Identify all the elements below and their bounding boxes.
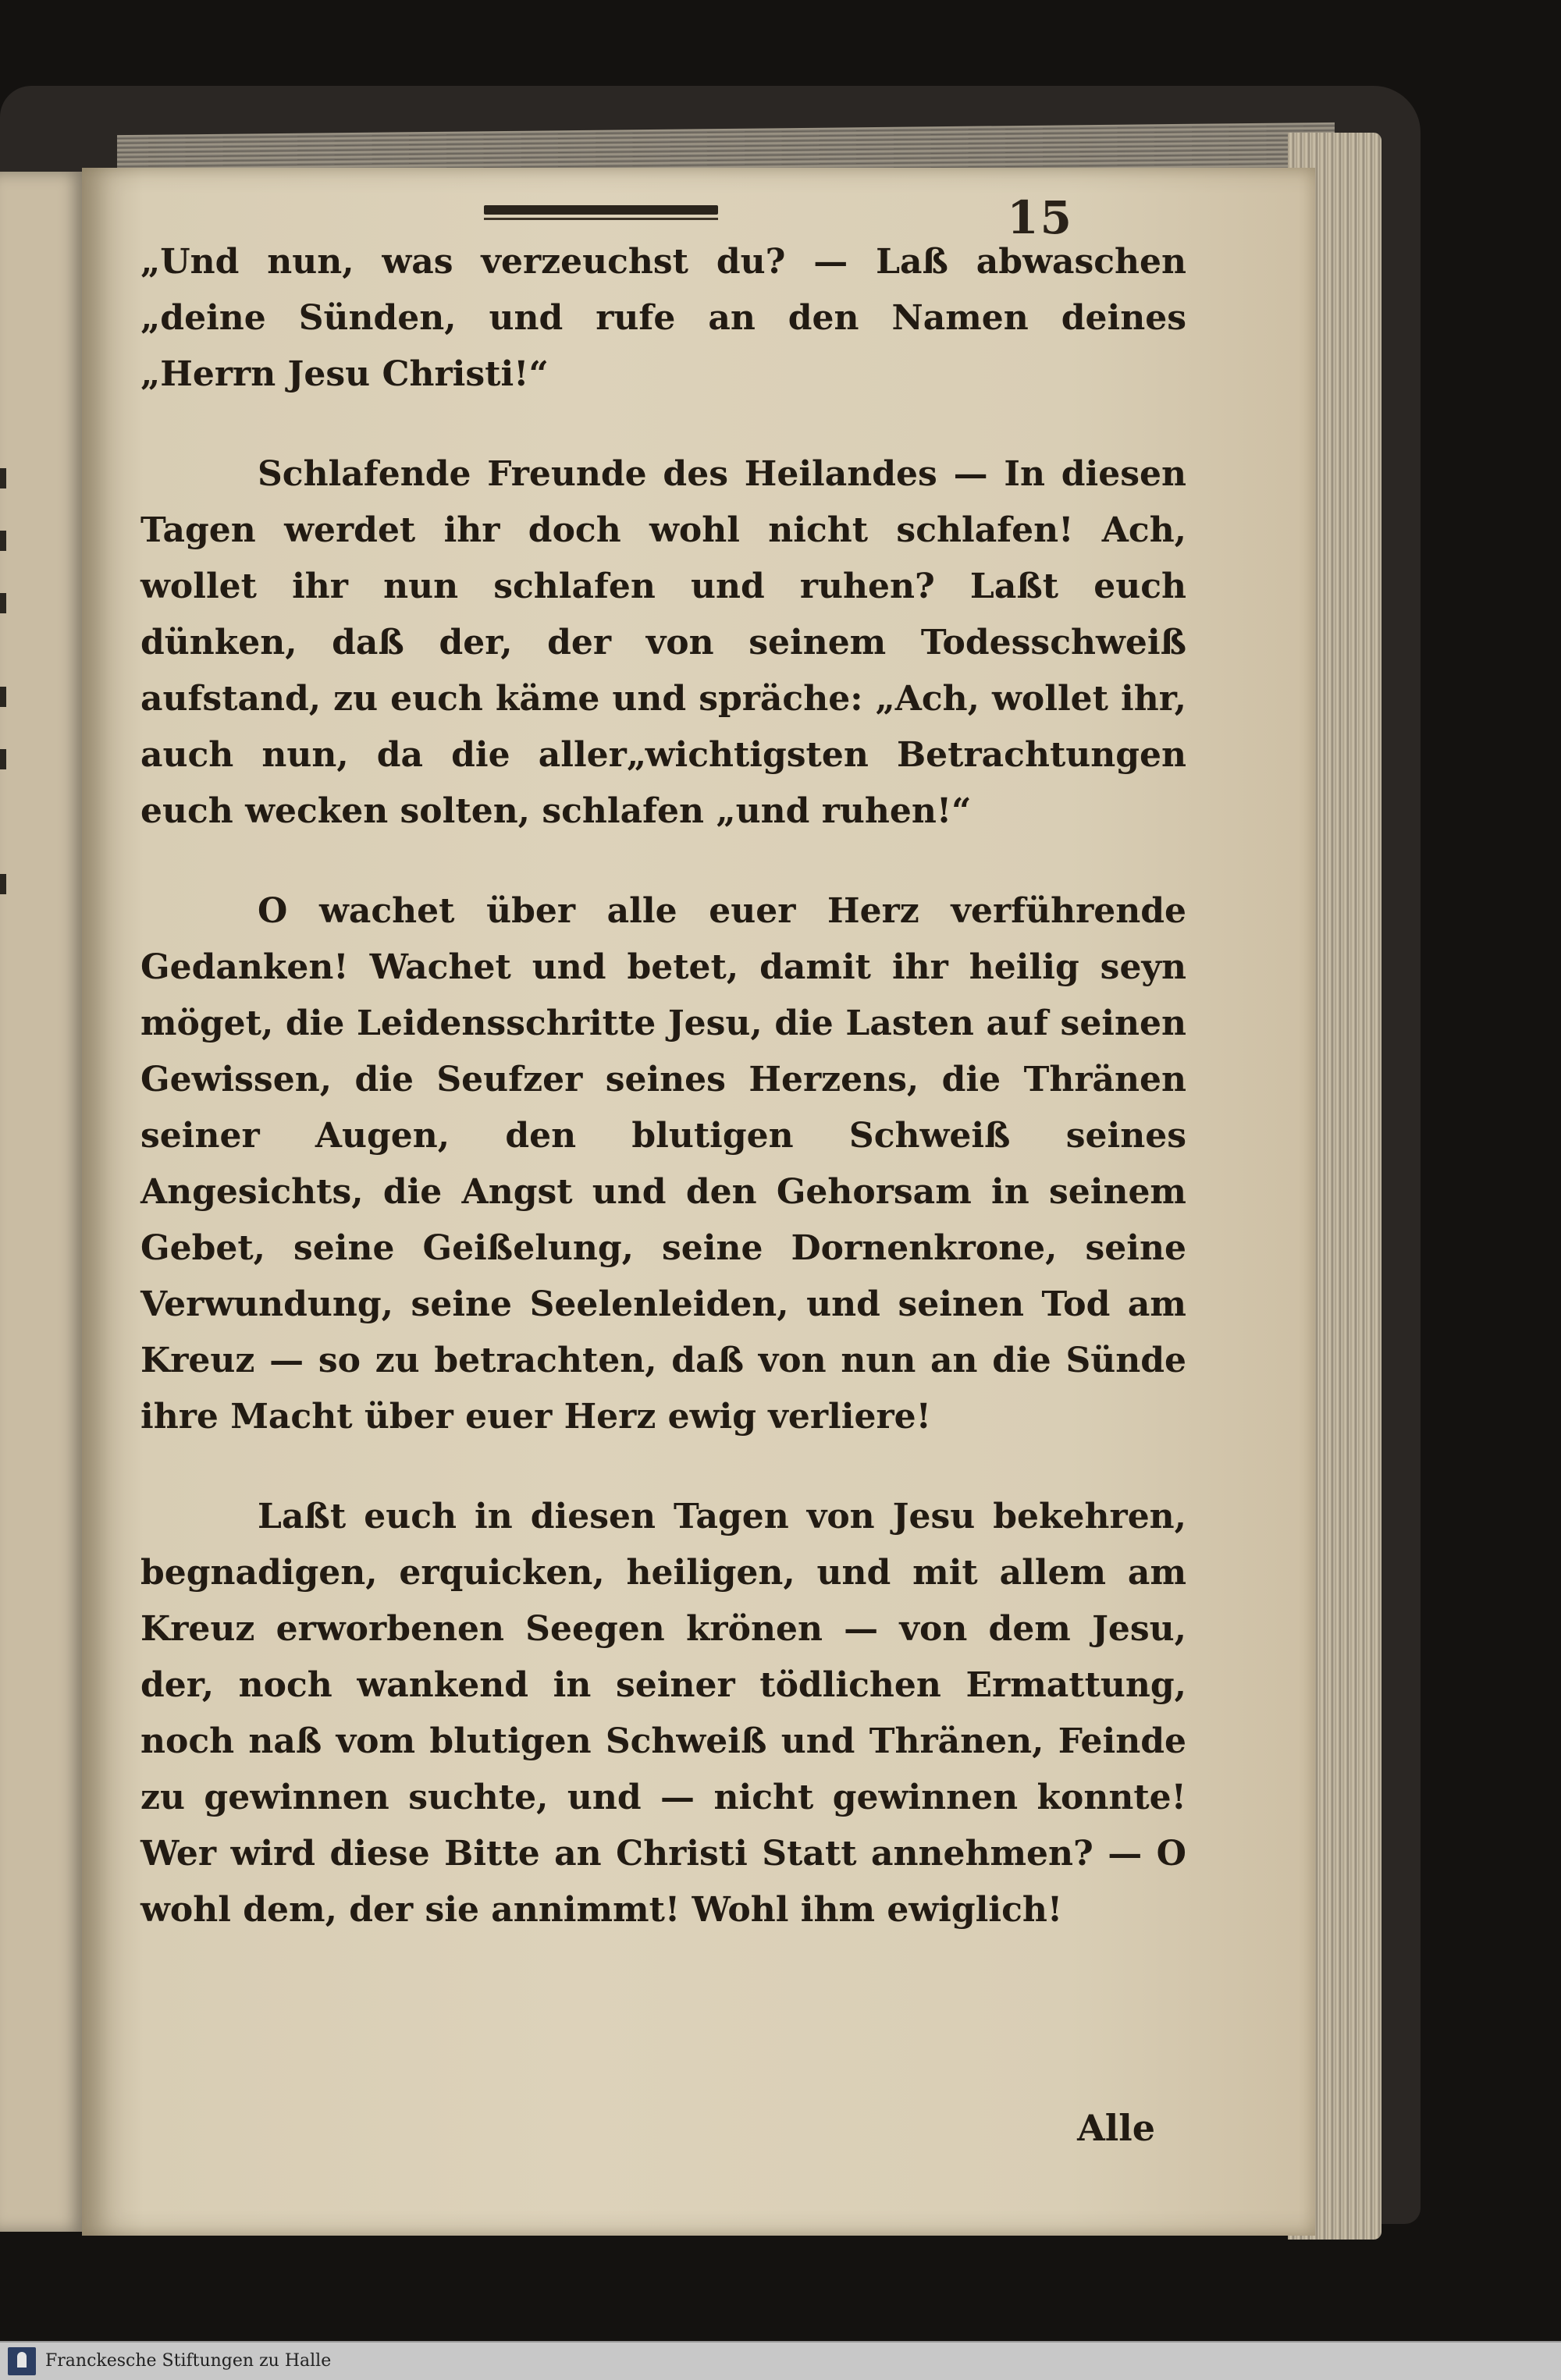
left-page-edge xyxy=(0,172,86,2232)
left-page-text-fragments xyxy=(0,172,23,2232)
paragraph-2: Schlafende Freunde des Heilandes — In diesen Tagen werdet ihr doch wohl nicht schlafen! Ach, wollet ihr nun schlafen und ruhen? Laßt euch dünken, daß der, der von seinem Todesschweiß aufstand, zu euch käme und spräche: „Ach, wollet ihr, auch nun, da die aller„wichtigsten Betrachtungen euch wecken solten, schlafen „und ruhen!“ xyxy=(140,454,1186,831)
footer-bar xyxy=(0,2341,1561,2380)
footer-institution-label: Franckesche Stiftungen zu Halle xyxy=(45,2351,332,2371)
institution-logo-icon xyxy=(8,2347,36,2375)
page-number: 15 xyxy=(1007,191,1073,244)
paragraph-4: Laßt euch in diesen Tagen von Jesu bekehren, begnadigen, erquicken, heiligen, und mit allem am Kreuz erworbenen Seegen krönen — von dem Jesu, der, noch wankend in seiner tödlichen Ermattung, noch naß vom blutigen Schweiß und Thränen, Feinde zu gewinnen suchte, und — nicht gewinnen konnte! Wer wird diese Bitte an Christi Statt annehmen? — O wohl dem, der sie annimmt! Wohl ihm ewiglich! xyxy=(140,1497,1186,1930)
paragraph-1: „Und nun, was verzeuchst du? — Laß abwaschen „deine Sünden, und rufe an den Namen deines „Herrn Jesu Christi!“ xyxy=(140,242,1186,394)
catchword: Alle xyxy=(1077,2107,1155,2149)
header-rule xyxy=(484,205,718,215)
paragraph-3: O wachet über alle euer Herz verführende Gedanken! Wachet und betet, damit ihr heilig seyn möget, die Leidensschritte Jesu, die Lasten auf seinen Gewissen, die Seufzer seines Herzens, die Thränen seiner Augen, den blutigen Schweiß seines Angesichts, die Angst und den Gehorsam in seinem Gebet, seine Geißelung, seine Dornenkrone, seine Verwundung, seine Seelenleiden, und seinen Tod am Kreuz — so zu betrachten, daß von nun an die Sünde ihre Macht über euer Herz ewig verliere! xyxy=(140,891,1186,1437)
page-body-text xyxy=(140,234,1186,1938)
